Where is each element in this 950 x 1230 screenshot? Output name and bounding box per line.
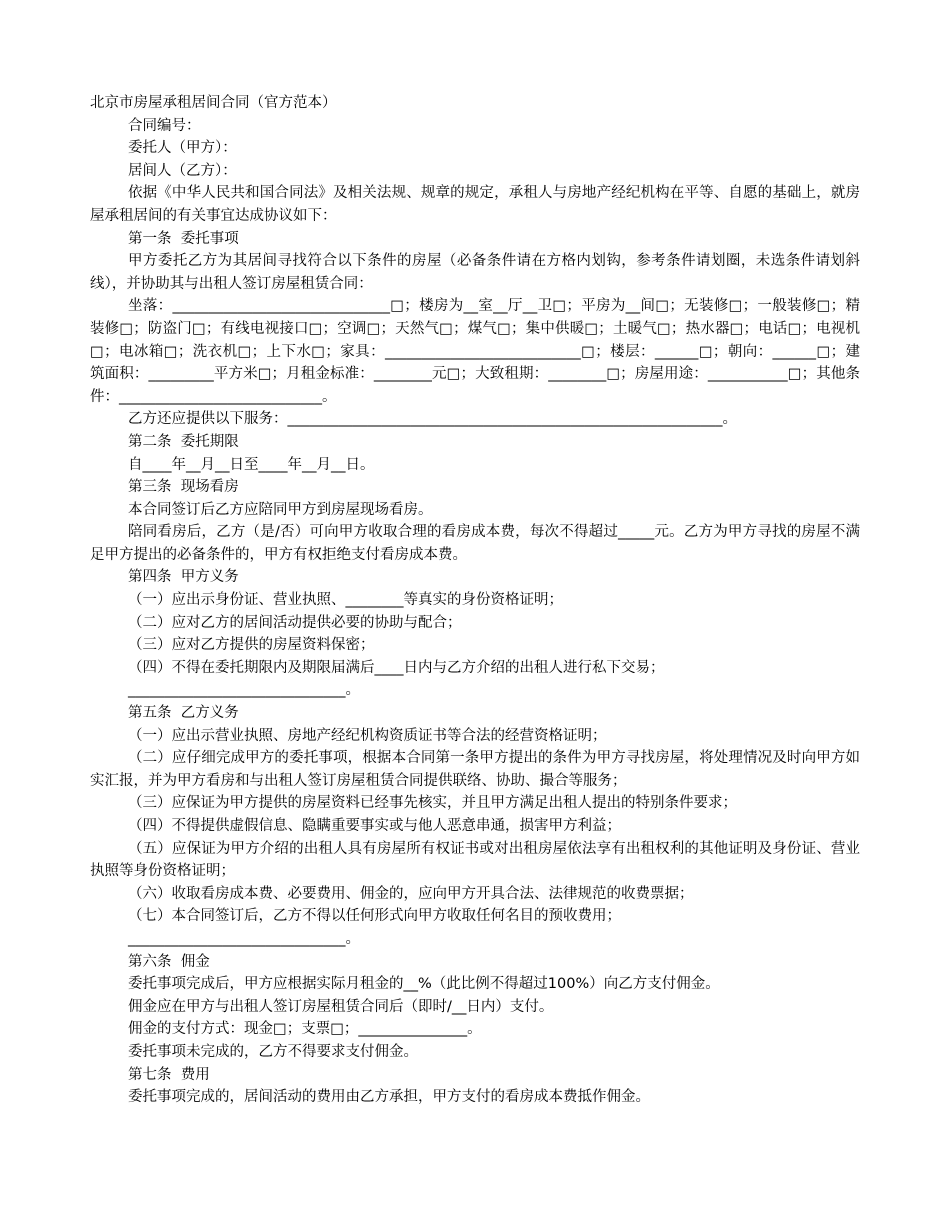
article-1-services: 乙方还应提供以下服务：____________________________________________________________。 <box>128 411 737 428</box>
article-4-item: （一）应出示身份证、营业执照、________等真实的身份资格证明； <box>128 592 563 609</box>
party-b-label: 居间人（乙方）： <box>128 162 237 179</box>
article-7-paragraph-1: 委托事项完成的，居间活动的费用由乙方承担，甲方支付的看房成本费抵作佣金。 <box>128 1089 650 1106</box>
article-4-item: （三）应对乙方提供的房屋资料保密； <box>128 637 375 654</box>
article-5-item: （二）应仔细完成甲方的委托事项，根据本合同第一条甲方提出的条件为甲方寻找房屋，将处理情况及时向甲方如实汇报，并为甲方看房和与出租人签订房屋租赁合同提供联络、协助、撮合等服务； <box>90 750 860 789</box>
preamble-paragraph: 依据《中华人民共和国合同法》及相关法规、规章的规定，承租人与房地产经纪机构在平等、自愿的基础上，就房屋承租居间的有关事宜达成协议如下： <box>90 185 860 224</box>
article-4-blank-line: ______________________________。 <box>128 682 360 699</box>
article-5-item: （五）应保证为甲方介绍的出租人具有房屋所有权证书或对出租房屋依法享有出租权利的其他证明及身份证、营业执照等身份资格证明； <box>90 840 860 880</box>
article-4-item: （四）不得在委托期限内及期限届满后____日内与乙方介绍的出租人进行私下交易； <box>128 659 665 676</box>
article-1-heading: 第一条 委托事项 <box>128 230 239 247</box>
contract-number-label: 合同编号： <box>128 117 201 134</box>
document-title: 北京市房屋承租居间合同（官方范本） <box>90 95 337 111</box>
article-6-paragraph-4: 委托事项未完成的，乙方不得要求支付佣金。 <box>128 1043 418 1060</box>
article-6-paragraph-3: 佣金的支付方式：现金□；支票□；_______________。 <box>128 1021 482 1038</box>
article-2-term: 自____年__月__日至____年__月__日。 <box>128 456 375 473</box>
article-5-blank-line: ______________________________。 <box>128 930 360 947</box>
article-2-heading: 第二条 委托期限 <box>128 433 239 450</box>
article-6-paragraph-2: 佣金应在甲方与出租人签订房屋租赁合同后（即时/__日内）支付。 <box>128 998 554 1015</box>
contract-document <box>90 92 860 1109</box>
article-4-item: （二）应对乙方的居间活动提供必要的协助与配合； <box>128 614 462 631</box>
article-1-conditions: 坐落：______________________________□；楼房为__室__厅__卫□；平房为__间□；无装修□；一般装修□；精装修□；防盗门□；有线电视接口□；空调□；天然气□；煤气□；集中供暖□；土暖气□；热水器□；电话□；电视机□；电冰箱□；洗衣机□；上下水□；家具：___________________________□；楼层：______□；朝向：______□；建筑面积：_________平方米□；月租金标准：________元□；大致租期：________□；房屋用途：___________□；其他条件：____________________________。 <box>90 298 860 405</box>
party-a-label: 委托人（甲方）： <box>128 140 237 157</box>
article-5-heading: 第五条 乙方义务 <box>128 705 239 722</box>
article-3-paragraph-2: 陪同看房后，乙方（是/否）可向甲方收取合理的看房成本费，每次不得超过_____元。乙方为甲方寻找的房屋不满足甲方提出的必备条件的，甲方有权拒绝支付看房成本费。 <box>90 524 860 563</box>
article-5-item: （三）应保证为甲方提供的房屋资料已经事先核实，并且甲方满足出租人提出的特别条件要求； <box>128 795 737 812</box>
article-7-heading: 第七条 费用 <box>128 1066 210 1083</box>
article-4-heading: 第四条 甲方义务 <box>128 569 239 586</box>
article-5-item: （四）不得提供虚假信息、隐瞒重要事实或与他人恶意串通，损害甲方利益； <box>128 818 621 834</box>
article-6-heading: 第六条 佣金 <box>128 953 210 970</box>
article-1-intro: 甲方委托乙方为其居间寻找符合以下条件的房屋（必备条件请在方格内划钩，参考条件请划圈，未选条件请划斜线），并协助其与出租人签订房屋租赁合同： <box>90 253 860 292</box>
article-5-item: （七）本合同签订后，乙方不得以任何形式向甲方收取任何名目的预收费用； <box>128 908 621 925</box>
article-3-heading: 第三条 现场看房 <box>128 479 239 496</box>
article-6-paragraph-1: 委托事项完成后，甲方应根据实际月租金的__%（此比例不得超过100%）向乙方支付佣金。 <box>128 976 720 993</box>
article-5-item: （六）收取看房成本费、必要费用、佣金的，应向甲方开具合法、法律规范的收费票据； <box>128 885 694 902</box>
article-3-paragraph-1: 本合同签订后乙方应陪同甲方到房屋现场看房。 <box>128 501 433 518</box>
article-5-item: （一）应出示营业执照、房地产经纪机构资质证书等合法的经营资格证明； <box>128 727 607 744</box>
